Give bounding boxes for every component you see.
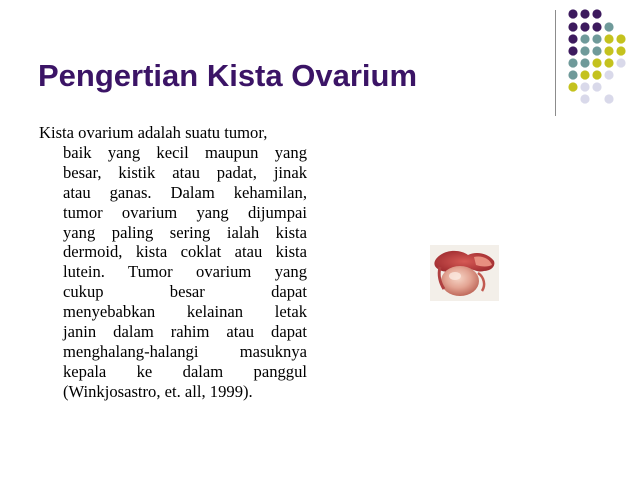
- dot: [592, 46, 601, 55]
- dot: [592, 82, 601, 91]
- slide-title: Pengertian Kista Ovarium: [38, 58, 418, 93]
- dot: [568, 22, 577, 31]
- dot: [604, 70, 613, 79]
- dot: [616, 34, 625, 43]
- dot: [580, 70, 589, 79]
- body-line: tumor ovarium yang dijumpai: [63, 202, 307, 222]
- dot: [616, 58, 625, 67]
- ovarian-cyst-photo-icon: [430, 245, 499, 301]
- body-line: menghalang-halangi masuknya: [63, 341, 307, 361]
- body-line: janin dalam rahim atau dapat: [63, 322, 307, 342]
- dot-row-4: [568, 46, 625, 55]
- dot: [568, 34, 577, 43]
- body-line: yang paling sering ialah kista: [63, 222, 307, 242]
- body-line: besar, kistik atau padat, jinak: [63, 162, 307, 182]
- decorative-divider: [555, 10, 556, 116]
- dot-row-2: [568, 22, 613, 31]
- body-line: baik yang kecil maupun yang: [63, 142, 307, 162]
- dot: [592, 22, 601, 31]
- body-line: kepala ke dalam panggul: [63, 361, 307, 381]
- dot: [580, 34, 589, 43]
- body-line: dermoid, kista coklat atau kista: [63, 242, 307, 262]
- dot: [604, 22, 613, 31]
- dot: [604, 58, 613, 67]
- dot: [568, 46, 577, 55]
- slide-body-text: [39, 123, 307, 402]
- dot-row-1: [568, 9, 601, 18]
- dot: [604, 46, 613, 55]
- dot: [604, 94, 613, 103]
- dot: [580, 94, 589, 103]
- dot: [592, 58, 601, 67]
- dot: [580, 82, 589, 91]
- dot: [568, 82, 577, 91]
- dot-row-7: [568, 82, 601, 91]
- dot: [568, 58, 577, 67]
- dot: [580, 22, 589, 31]
- dot: [616, 46, 625, 55]
- dot: [580, 9, 589, 18]
- dot: [568, 9, 577, 18]
- body-line: cukup besar dapat: [63, 282, 307, 302]
- dot: [580, 58, 589, 67]
- dot-row-8: [580, 94, 613, 103]
- body-line: menyebabkan kelainan letak: [63, 302, 307, 322]
- dot: [592, 9, 601, 18]
- dot: [592, 70, 601, 79]
- dot-row-5: [568, 58, 625, 67]
- dot: [568, 70, 577, 79]
- dot: [592, 34, 601, 43]
- body-line: atau ganas. Dalam kehamilan,: [63, 182, 307, 202]
- body-line: Kista ovarium adalah suatu tumor,: [39, 123, 268, 142]
- dot-row-3: [568, 34, 625, 43]
- dot: [604, 34, 613, 43]
- body-line: lutein. Tumor ovarium yang: [63, 262, 307, 282]
- ovarian-cyst-photo: [430, 245, 499, 301]
- body-line: (Winkjosastro, et. all, 1999).: [63, 381, 253, 401]
- dot-row-6: [568, 70, 613, 79]
- dot: [580, 46, 589, 55]
